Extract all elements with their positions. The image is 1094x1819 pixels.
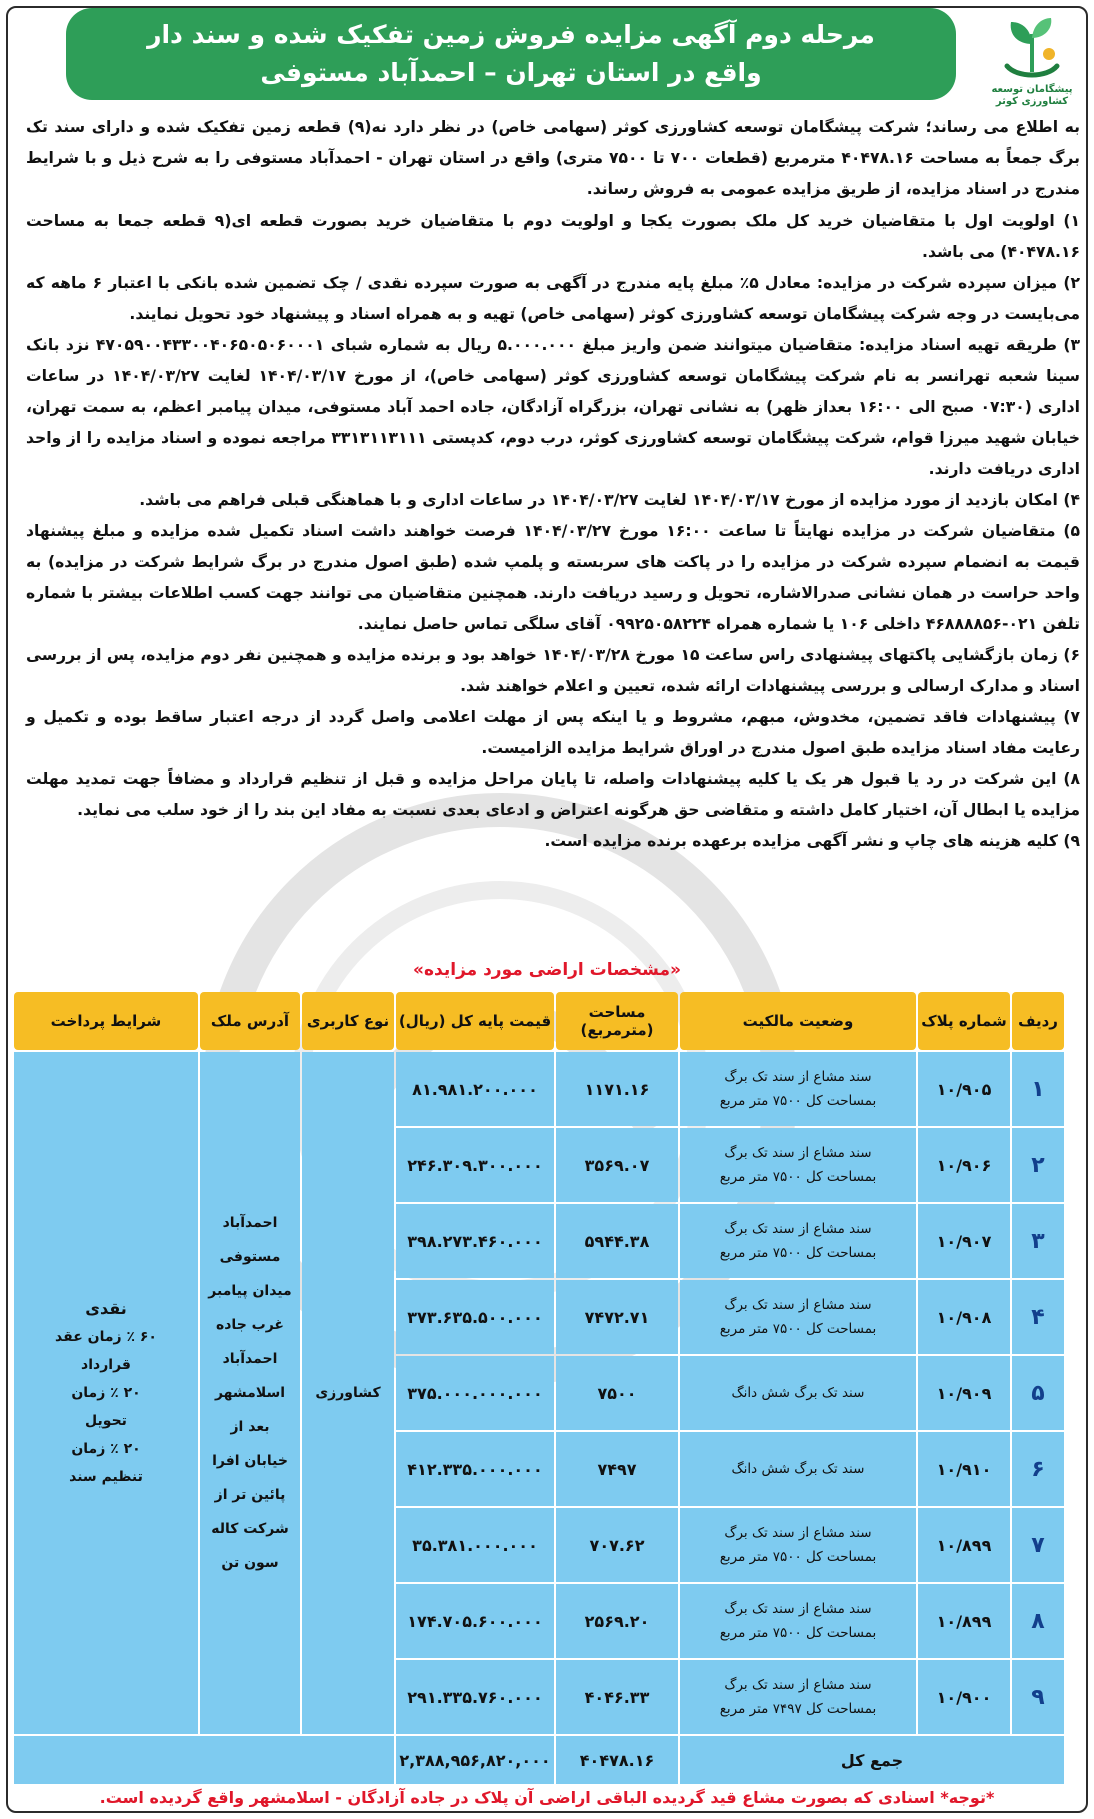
clause-3: ۳) طریقه تهیه اسناد مزایده: متقاضیان میتوانند ضمن واریز مبلغ ۵.۰۰۰.۰۰۰ ریال به شماره شبای ۴۷۰۵۹۰۰۴۳۳۰۰۴۰۶۵۰۵۰۶۰۰۰۱ نزد بانک سینا شعبه تهرانسر به نام شرکت پیشگامان توسعه کشاورزی کوثر (سهامی خاص)، از مورخ ۱۴۰۴/۰۳/۱۷ لغایت ۱۴۰۴/۰۳/۲۷ در ساعات اداری (۰۷:۳۰ صبح الی ۱۶:۰۰ بعداز ظهر) به نشانی تهران، بزرگراه آزادگان، جاده احمد آباد مستوفی، میدان پیامبر اعظم، به سمت تهران، خیابان شهید میرزا قوام، شرکت پیشگامان توسعه کشاورزی کوثر، درب دوم، کدپستی ۳۳۱۳۱۱۳۱۱۱ مراجعه نموده و اسناد مزایده را از واحد اداری دریافت دارند. [26, 336, 1081, 478]
ownership-line2: بمساحت کل ۷۵۰۰ متر مربع [719, 1093, 877, 1109]
payment-line: ۲۰ ٪ زمان [71, 1385, 141, 1401]
seedling-hand-logo-icon [999, 14, 1065, 84]
ownership-line2: بمساحت کل ۷۵۰۰ متر مربع [719, 1549, 877, 1565]
total-area: ۴۰۴۷۸.۱۶ [556, 1736, 678, 1784]
row-number: ۹ [1012, 1660, 1064, 1734]
table-row [14, 1052, 1064, 1126]
payment-line: ۶۰ ٪ زمان عقد [55, 1329, 157, 1345]
address-line: بعد از [230, 1419, 270, 1435]
ownership-line1: سند مشاع از سند تک برگ [724, 1069, 872, 1085]
area-value: ۲۵۶۹.۲۰ [556, 1584, 678, 1658]
header-row-number: ردیف [1012, 992, 1064, 1050]
section-title: «مشخصات اراضی مورد مزایده» [413, 960, 681, 980]
address-cell [200, 1052, 300, 1734]
base-price: ۳۷۳.۶۳۵.۵۰۰.۰۰۰ [396, 1280, 554, 1354]
ownership-status [680, 1660, 916, 1734]
clause-5: ۵) متقاضیان شرکت در مزایده نهایتاً تا ساعت ۱۶:۰۰ مورخ ۱۴۰۴/۰۳/۲۷ فرصت خواهند داشت اسناد تکمیل شده مزایده و مبلغ پیشنهاد قیمت به انضمام سپرده شرکت در مزایده را در پاکت های سربسته و پلمپ شده (طبق اصول مندرج در برگ شرایط شرکت در مزایده) به واحد حراست در همان نشانی صدرالاشاره، تحویل و رسید دریافت دارند. همچنین متقاضیان می توانند جهت کسب اطلاعات بیشتر با شماره تلفن ۰۲۱-۴۶۸۸۸۸۵۶ داخلی ۱۰۶ یا شماره همراه ۰۹۹۲۵۰۵۸۲۲۴ آقای سلگی تماس حاصل نمایند. [26, 522, 1080, 633]
table-total-row [14, 1736, 1064, 1784]
address-line: شرکت کاله [211, 1521, 289, 1537]
header-plate: شماره پلاک [918, 992, 1010, 1050]
ownership-status [680, 1432, 916, 1506]
ownership-line1: سند مشاع از سند تک برگ [724, 1297, 872, 1313]
area-value: ۱۱۷۱.۱۶ [556, 1052, 678, 1126]
ownership-line2: بمساحت کل ۷۵۰۰ متر مربع [719, 1625, 877, 1641]
lands-table [12, 990, 1066, 1786]
ownership-line1: سند تک برگ شش دانگ [731, 1385, 865, 1401]
total-price: ۲,۳۸۸,۹۵۶,۸۲۰,۰۰۰ [396, 1736, 554, 1784]
clause-6: ۶) زمان بازگشایی پاکتهای پیشنهادی راس ساعت ۱۵ مورخ ۱۴۰۴/۰۳/۲۸ خواهد بود و برنده مزایده و همچنین نفر دوم مزایده، پس از بررسی اسناد و مدارک ارسالی و بررسی پیشنهادات ارائه شده، تعیین و اعلام خواهند شد. [26, 646, 1080, 695]
table-header-row [14, 992, 1064, 1050]
base-price: ۲۹۱.۳۳۵.۷۶۰.۰۰۰ [396, 1660, 554, 1734]
base-price: ۳۷۵.۰۰۰.۰۰۰.۰۰۰ [396, 1356, 554, 1430]
ownership-status [680, 1204, 916, 1278]
row-number: ۶ [1012, 1432, 1064, 1506]
ownership-status [680, 1508, 916, 1582]
plate-number: ۱۰/۸۹۹ [918, 1508, 1010, 1582]
address-line: مستوفی [219, 1249, 281, 1265]
row-number: ۳ [1012, 1204, 1064, 1278]
address-line: پائین تر از [214, 1487, 286, 1503]
header-base-price: قیمت پایه کل (ریال) [396, 992, 554, 1050]
base-price: ۴۱۲.۳۳۵.۰۰۰.۰۰۰ [396, 1432, 554, 1506]
address-line: احمدآباد [222, 1351, 278, 1367]
clause-9: ۹) کلیه هزینه های چاپ و نشر آگهی مزایده برعهده برنده مزایده است. [544, 832, 1080, 850]
payment-terms-cell [14, 1052, 198, 1734]
plate-number: ۱۰/۹۰۶ [918, 1128, 1010, 1202]
clause-2: ۲) میزان سپرده شرکت در مزایده: معادل ۵٪ مبلغ پایه مندرج در آگهی به صورت سپرده نقدی / چک تضمین شده بانکی با اعتبار ۶ ماهه که می‌بایست در وجه شرکت پیشگامان توسعه کشاورزی کوثر (سهامی خاص) تهیه و به همراه اسناد و پیشنهاد خود تحویل نمایند. [26, 274, 1080, 323]
payment-line: ۲۰ ٪ زمان [71, 1441, 141, 1457]
ownership-line1: سند مشاع از سند تک برگ [724, 1525, 872, 1541]
header-payment: شرایط پرداخت [14, 992, 198, 1050]
payment-line: قرارداد [81, 1357, 131, 1373]
clause-7: ۷) پیشنهادات فاقد تضمین، مخدوش، مبهم، مشروط و یا اینکه پس از مهلت اعلامی واصل گردد از درجه اعتبار ساقط بوده و تکمیل و رعایت مفاد اسناد مزایده طبق اصول مندرج در اوراق شرایط مزایده الزامیست. [26, 708, 1080, 757]
clause-4: ۴) امکان بازدید از مورد مزایده از مورخ ۱۴۰۴/۰۳/۱۷ لغایت ۱۴۰۴/۰۳/۲۷ در ساعات اداری و با هماهنگی قبلی فراهم می باشد. [139, 491, 1080, 509]
page-title-line2: واقع در استان تهران – احمدآباد مستوفی [260, 58, 762, 87]
logo-text-2: کشاورزی کوثر [995, 96, 1069, 107]
plate-number: ۱۰/۹۰۸ [918, 1280, 1010, 1354]
ownership-line2: بمساحت کل ۷۵۰۰ متر مربع [719, 1169, 877, 1185]
base-price: ۳۵.۳۸۱.۰۰۰.۰۰۰ [396, 1508, 554, 1582]
total-label: جمع کل [680, 1736, 1064, 1784]
address-line: اسلامشهر [214, 1385, 286, 1401]
plate-number: ۱۰/۹۱۰ [918, 1432, 1010, 1506]
payment-title: نقدی [85, 1299, 127, 1318]
company-logo [990, 14, 1074, 118]
logo-text-1: پیشگامان توسعه [991, 84, 1073, 95]
usage-cell: کشاورزی [302, 1052, 394, 1734]
plate-number: ۱۰/۹۰۷ [918, 1204, 1010, 1278]
ownership-status [680, 1280, 916, 1354]
address-line: خیابان افرا [212, 1453, 288, 1469]
base-price: ۱۷۴.۷۰۵.۶۰۰.۰۰۰ [396, 1584, 554, 1658]
area-value: ۷۰۷.۶۲ [556, 1508, 678, 1582]
row-number: ۴ [1012, 1280, 1064, 1354]
header-ownership: وضعیت مالکیت [680, 992, 916, 1050]
ownership-status [680, 1052, 916, 1126]
row-number: ۵ [1012, 1356, 1064, 1430]
lands-table-wrap [12, 990, 1066, 1786]
address-line: احمدآباد [222, 1215, 278, 1231]
header-usage: نوع کاربری [302, 992, 394, 1050]
ad-body [26, 112, 1080, 857]
ownership-line2: بمساحت کل ۷۵۰۰ متر مربع [719, 1321, 877, 1337]
address-line: سون تن [221, 1555, 279, 1571]
base-price: ۲۴۶.۳۰۹.۳۰۰.۰۰۰ [396, 1128, 554, 1202]
row-number: ۸ [1012, 1584, 1064, 1658]
base-price: ۸۱.۹۸۱.۲۰۰.۰۰۰ [396, 1052, 554, 1126]
ownership-status [680, 1356, 916, 1430]
header-area: مساحت (مترمربع) [556, 992, 678, 1050]
ownership-line1: سند مشاع از سند تک برگ [724, 1145, 872, 1161]
plate-number: ۱۰/۹۰۰ [918, 1660, 1010, 1734]
area-value: ۷۴۷۲.۷۱ [556, 1280, 678, 1354]
area-value: ۷۴۹۷ [556, 1432, 678, 1506]
address-line: غرب جاده [215, 1317, 284, 1333]
plate-number: ۱۰/۸۹۹ [918, 1584, 1010, 1658]
intro-paragraph: به اطلاع می رساند؛ شرکت پیشگامان توسعه کشاورزی کوثر (سهامی خاص) در نظر دارد نه(۹) قطعه زمین تفکیک شده و دارای سند تک برگ جمعاً به مساحت ۴۰۴۷۸.۱۶ مترمربع (قطعات ۷۰۰ تا ۷۵۰۰ متری) واقع در استان تهران - احمدآباد مستوفی را به شرح ذیل و با شرایط مندرج در اسناد مزایده، از طریق مزایده عمومی به فروش رساند. [26, 118, 1080, 198]
clause-1: ۱) اولویت اول با متقاضیان خرید کل ملک بصورت یکجا و اولویت دوم با متقاضیان خرید بصورت قطعه ای(۹ قطعه جمعا به مساحت ۴۰۴۷۸.۱۶) می باشد. [26, 212, 1080, 261]
total-filler [14, 1736, 394, 1784]
ownership-line1: سند تک برگ شش دانگ [731, 1461, 865, 1477]
payment-line: تحویل [85, 1413, 127, 1429]
base-price: ۳۹۸.۲۷۳.۴۶۰.۰۰۰ [396, 1204, 554, 1278]
payment-line: تنظیم سند [69, 1469, 143, 1485]
footer-note: *توجه* اسنادی که بصورت مشاع قید گردیده الباقی اراضی آن پلاک در جاده آزادگان - اسلامشهر واقع گردیده است. [99, 1788, 995, 1807]
row-number: ۱ [1012, 1052, 1064, 1126]
ownership-line2: بمساحت کل ۷۴۹۷ متر مربع [719, 1701, 877, 1717]
header-address: آدرس ملک [200, 992, 300, 1050]
ownership-line1: سند مشاع از سند تک برگ [724, 1221, 872, 1237]
ownership-line1: سند مشاع از سند تک برگ [724, 1677, 872, 1693]
title-banner [66, 8, 956, 100]
plate-number: ۱۰/۹۰۵ [918, 1052, 1010, 1126]
row-number: ۲ [1012, 1128, 1064, 1202]
ownership-line2: بمساحت کل ۷۵۰۰ متر مربع [719, 1245, 877, 1261]
area-value: ۵۹۴۴.۳۸ [556, 1204, 678, 1278]
area-value: ۴۰۴۶.۳۳ [556, 1660, 678, 1734]
ownership-status [680, 1128, 916, 1202]
row-number: ۷ [1012, 1508, 1064, 1582]
area-value: ۷۵۰۰ [556, 1356, 678, 1430]
plate-number: ۱۰/۹۰۹ [918, 1356, 1010, 1430]
clause-8: ۸) این شرکت در رد یا قبول هر یک یا کلیه پیشنهادات واصله، تا پایان مراحل مزایده و قبل از تنظیم قرارداد و مضافاً جهت تمدید مهلت مزایده یا ابطال آن، اختیار کامل داشته و متقاضی حق هرگونه اعتراض و ادعای بعدی نسبت به مفاد این بند را از خود سلب می نماید. [26, 770, 1080, 819]
address-line: میدان پیامبر [208, 1283, 292, 1299]
ownership-line1: سند مشاع از سند تک برگ [724, 1601, 872, 1617]
ownership-status [680, 1584, 916, 1658]
area-value: ۳۵۶۹.۰۷ [556, 1128, 678, 1202]
page-title-line1: مرحله دوم آگهی مزایده فروش زمین تفکیک شده و سند دار [147, 20, 875, 49]
